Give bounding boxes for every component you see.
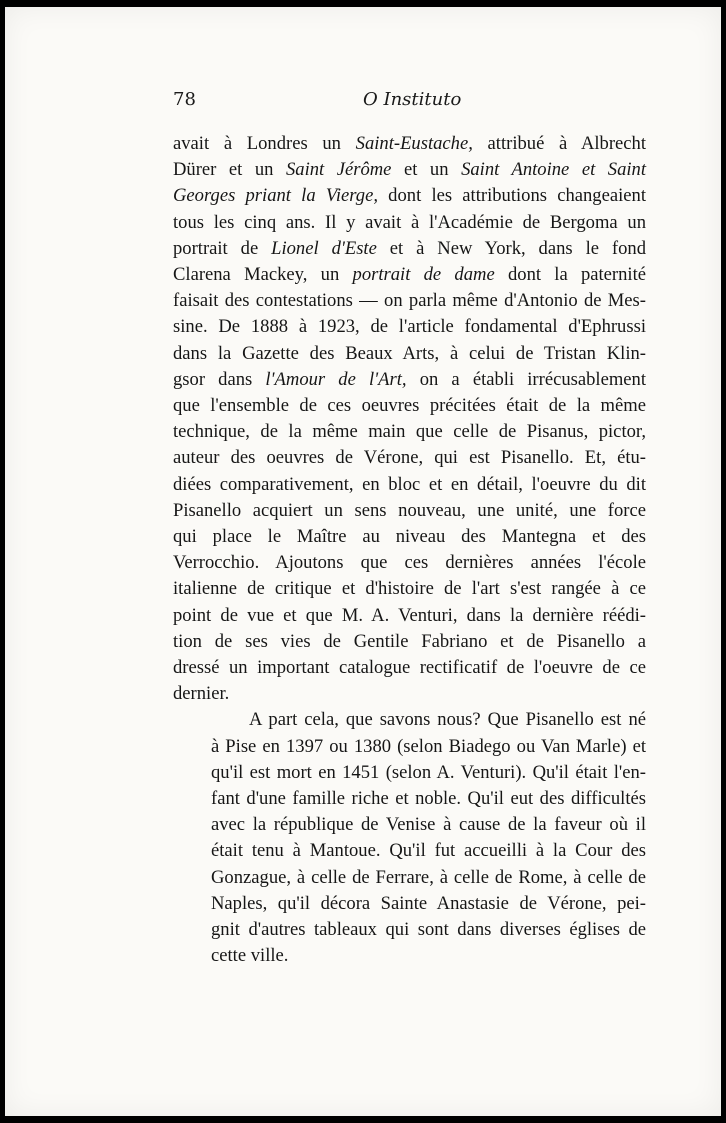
text-line — [173, 550, 646, 576]
text-run: diées comparativement, en bloc et en détail, l'oeuvre du dit — [173, 473, 646, 495]
text-run: et un — [391, 159, 462, 181]
text-run: que l'ensemble de ces oeuvres précitées était de la même — [173, 395, 646, 417]
text-line — [173, 707, 646, 733]
italic-title: portrait de dame — [352, 264, 495, 286]
text-run: à Pise en 1397 ou 1380 (selon Biadego ou Van Marle) et — [211, 735, 646, 757]
text-run: Naples, qu'il décora Sainte Anastasie de Vérone, pei- — [211, 892, 646, 914]
text-line — [173, 288, 646, 314]
italic-title: l'Amour de l'Art, — [265, 368, 407, 390]
text-run: gsor dans — [173, 368, 266, 390]
text-run: sine. De 1888 à 1923, de l'article fondamental d'Ephrussi — [173, 316, 646, 338]
text-line — [173, 760, 646, 786]
text-run: dans la Gazette des Beaux Arts, à celui de Tristan Klin- — [173, 342, 646, 364]
text-line — [173, 838, 646, 864]
text-run: Clarena Mackey, un — [173, 264, 353, 286]
italic-title: Saint Jérôme — [285, 159, 392, 181]
text-run: attribué à Albrecht — [472, 133, 646, 154]
text-line — [173, 341, 646, 367]
italic-title: Saint-Eustache, — [355, 133, 473, 154]
text-line — [173, 655, 646, 681]
text-line — [173, 943, 646, 969]
text-run: point de vue et que M. A. Venturi, dans la dernière réédi- — [173, 604, 646, 626]
text-line — [173, 393, 646, 419]
text-line — [173, 786, 646, 812]
text-run: fant d'une famille riche et noble. Qu'il eut des difficultés — [211, 788, 646, 810]
paragraph — [173, 707, 646, 969]
italic-title: Georges priant la Vierge, — [173, 185, 378, 207]
text-run: qu'il est mort en 1451 (selon A. Venturi). Qu'il était l'en- — [211, 761, 646, 783]
text-run: dressé un important catalogue rectificatif de l'oeuvre de ce — [173, 657, 646, 679]
page-number: 78 — [173, 89, 196, 110]
text-line — [173, 524, 646, 550]
text-line — [173, 445, 646, 471]
text-run: cette ville. — [211, 945, 289, 967]
text-run: on a établi irrécusablement — [406, 368, 646, 390]
text-line — [173, 812, 646, 838]
italic-title: Saint Antoine et Saint — [461, 159, 647, 181]
text-run: qui place le Maître au niveau des Mantegna et des — [173, 526, 646, 548]
text-run: Dürer et un — [173, 159, 286, 181]
text-run: A part cela, que savons nous? Que Pisanello est né — [249, 709, 646, 731]
text-line — [173, 603, 646, 629]
text-line — [173, 367, 646, 393]
page-header — [173, 85, 646, 115]
text-line — [173, 262, 646, 288]
text-run: dont la paternité — [494, 264, 647, 286]
text-line — [173, 210, 646, 236]
text-run: technique, de la même main que celle de Pisanus, pictor, — [173, 421, 646, 443]
text-run: gnit d'autres tableaux qui sont dans diverses églises de — [211, 919, 646, 941]
document-page — [5, 7, 721, 1116]
text-line — [173, 314, 646, 340]
text-run: Gonzague, à celle de Ferrare, à celle de Rome, à celle de — [211, 866, 646, 888]
text-line — [173, 472, 646, 498]
text-run: avait à Londres un — [173, 133, 356, 154]
text-run: dont les attributions changeaient — [377, 185, 646, 207]
text-line — [173, 131, 646, 157]
text-line — [173, 629, 646, 655]
text-line — [173, 865, 646, 891]
text-line — [173, 681, 646, 707]
text-run: avec la république de Venise à cause de la faveur où il — [211, 814, 646, 836]
text-run: italienne de critique et d'histoire de l'art s'est rangée à ce — [173, 578, 646, 600]
text-line — [173, 917, 646, 943]
text-run: dernier. — [173, 683, 230, 705]
running-title: O Instituto — [363, 89, 462, 110]
paragraph — [173, 131, 646, 707]
text-run: faisait des contestations — on parla même d'Antonio de Mes- — [173, 290, 646, 312]
text-run: portrait de — [173, 237, 272, 259]
text-line — [173, 236, 646, 262]
text-line — [173, 157, 646, 183]
text-run: tous les cinq ans. Il y avait à l'Académie de Bergoma un — [173, 211, 646, 233]
text-run: Verrocchio. Ajoutons que ces dernières années l'école — [173, 552, 646, 574]
text-run: auteur des oeuvres de Vérone, qui est Pisanello. Et, étu- — [173, 447, 646, 469]
text-run: et à New York, dans le fond — [376, 237, 646, 259]
text-line — [173, 576, 646, 602]
text-line — [173, 734, 646, 760]
text-run: était tenu à Mantoue. Qu'il fut accueilli à la Cour des — [211, 840, 646, 862]
text-line — [173, 498, 646, 524]
body-text — [173, 131, 646, 970]
italic-title: Lionel d'Este — [271, 237, 377, 259]
text-line — [173, 183, 646, 209]
text-run: tion de ses vies de Gentile Fabriano et de Pisanello a — [173, 630, 646, 652]
text-run: Pisanello acquiert un sens nouveau, une unité, une force — [173, 499, 646, 521]
text-line — [173, 419, 646, 445]
text-line — [173, 891, 646, 917]
